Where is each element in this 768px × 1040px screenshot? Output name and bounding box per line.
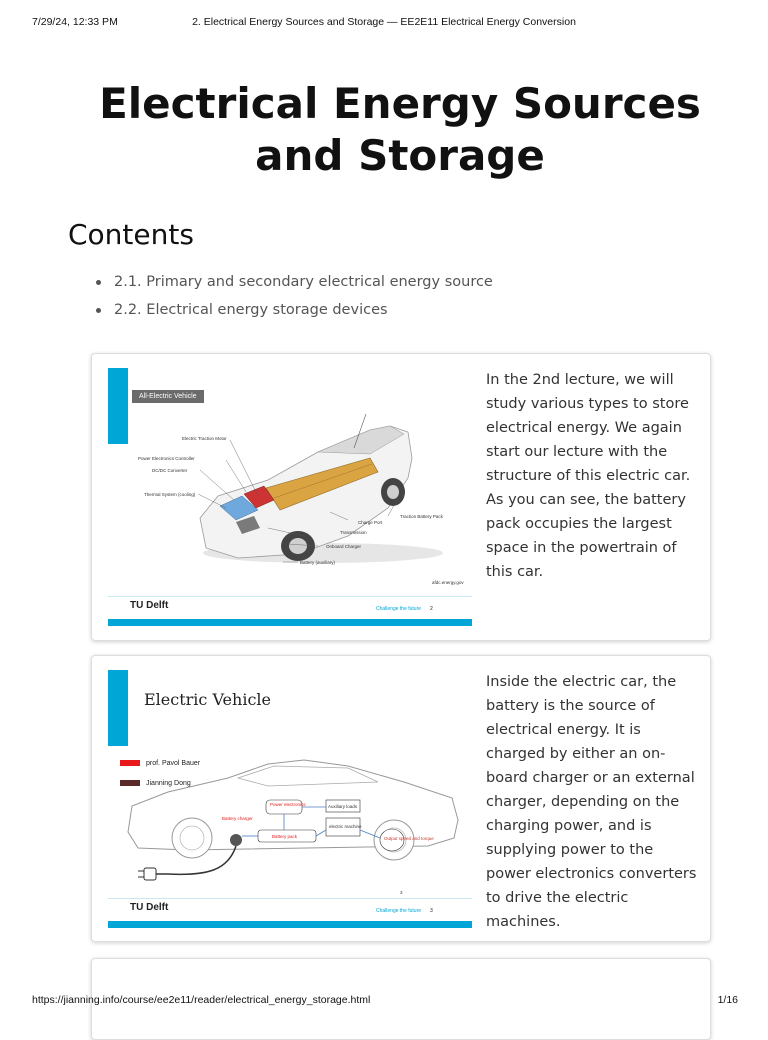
print-title: 2. Electrical Energy Sources and Storage — EE2E11 Electrical Energy Conversion [192, 16, 576, 28]
footer-blue-bar [108, 921, 472, 928]
block-auxiliary-loads: Auxiliary loads [328, 804, 358, 809]
print-date: 7/29/24, 12:33 PM [32, 16, 118, 28]
legend-item-author-1: prof. Pavol Bauer [120, 760, 200, 767]
tu-delft-logo: TU Delft [130, 600, 169, 611]
table-of-contents [96, 268, 493, 324]
footer-blue-bar [108, 619, 472, 626]
slide-tag: All-Electric Vehicle [132, 390, 204, 403]
print-url: https://jianning.info/course/ee2e11/reader/electrical_energy_storage.html [32, 994, 371, 1006]
tu-delft-slogan: Challenge the future [376, 908, 422, 914]
toc-link-2-2[interactable]: 2.2. Electrical energy storage devices [96, 296, 493, 324]
print-footer [0, 994, 768, 1010]
tu-delft-logo: TU Delft [130, 902, 169, 913]
label-traction-battery-pack: Traction Battery Pack [400, 514, 443, 519]
label-electric-traction-motor: Electric Traction Motor [182, 436, 227, 441]
slide-image-electric-vehicle [108, 670, 472, 928]
card-description: Inside the electric car, the battery is the source of electrical energy. It is charged by either an on-board charger or an external charger, depending on the charging power, and is supplying power to the power electronics converters to drive the electric machines. [486, 674, 697, 930]
block-power-electronics: Power electronics [270, 802, 306, 807]
block-output-speed-torque: Output speed and torque [384, 836, 434, 841]
tu-delft-footer [108, 898, 472, 928]
ev-cutaway-illustration [108, 368, 472, 626]
inner-page-number: 3 [400, 890, 403, 895]
page-title: Electrical Energy Sources and Storage [99, 79, 701, 180]
label-onboard-charger: Onboard Charger [326, 544, 362, 549]
label-charge-port: Charge Port [358, 520, 383, 525]
label-transmission: Transmission [340, 530, 367, 535]
image-credit: afdc.energy.gov [432, 580, 464, 585]
slide-card-2 [91, 353, 711, 641]
slide-image-all-electric-vehicle [108, 368, 472, 626]
contents-heading: Contents [68, 218, 194, 251]
label-battery-auxiliary: Battery (auxiliary) [300, 560, 336, 565]
label-power-electronics-controller: Power Electronics Controller [138, 456, 195, 461]
slide-number: 2 [430, 606, 433, 612]
label-dcdc-converter: DC/DC Converter [152, 468, 188, 473]
card-description: In the 2nd lecture, we will study various types to store electrical energy. We again start our lecture with the structure of this electric car. As you can see, the battery pack occupies the largest space in the powertrain of this car. [486, 372, 691, 580]
print-header [0, 16, 768, 32]
block-electric-machine: electric machine [329, 824, 362, 829]
legend-item-author-2: Jianning Dong [120, 780, 191, 787]
toc-link-2-1[interactable]: 2.1. Primary and secondary electrical energy source [96, 268, 493, 296]
block-battery-pack: Battery pack [272, 834, 298, 839]
footer-divider [108, 898, 472, 899]
slide-title: Electric Vehicle [144, 690, 271, 709]
footer-divider [108, 596, 472, 597]
label-thermal-system: Thermal System (cooling) [144, 492, 196, 497]
ev-block-diagram [108, 670, 472, 928]
slide-number: 3 [430, 908, 433, 914]
slide-card-3 [91, 655, 711, 942]
tu-delft-footer [108, 596, 472, 626]
block-battery-charger: Battery charger [222, 816, 253, 821]
print-page-number: 1/16 [717, 994, 738, 1006]
tu-delft-slogan: Challenge the future [376, 606, 422, 612]
